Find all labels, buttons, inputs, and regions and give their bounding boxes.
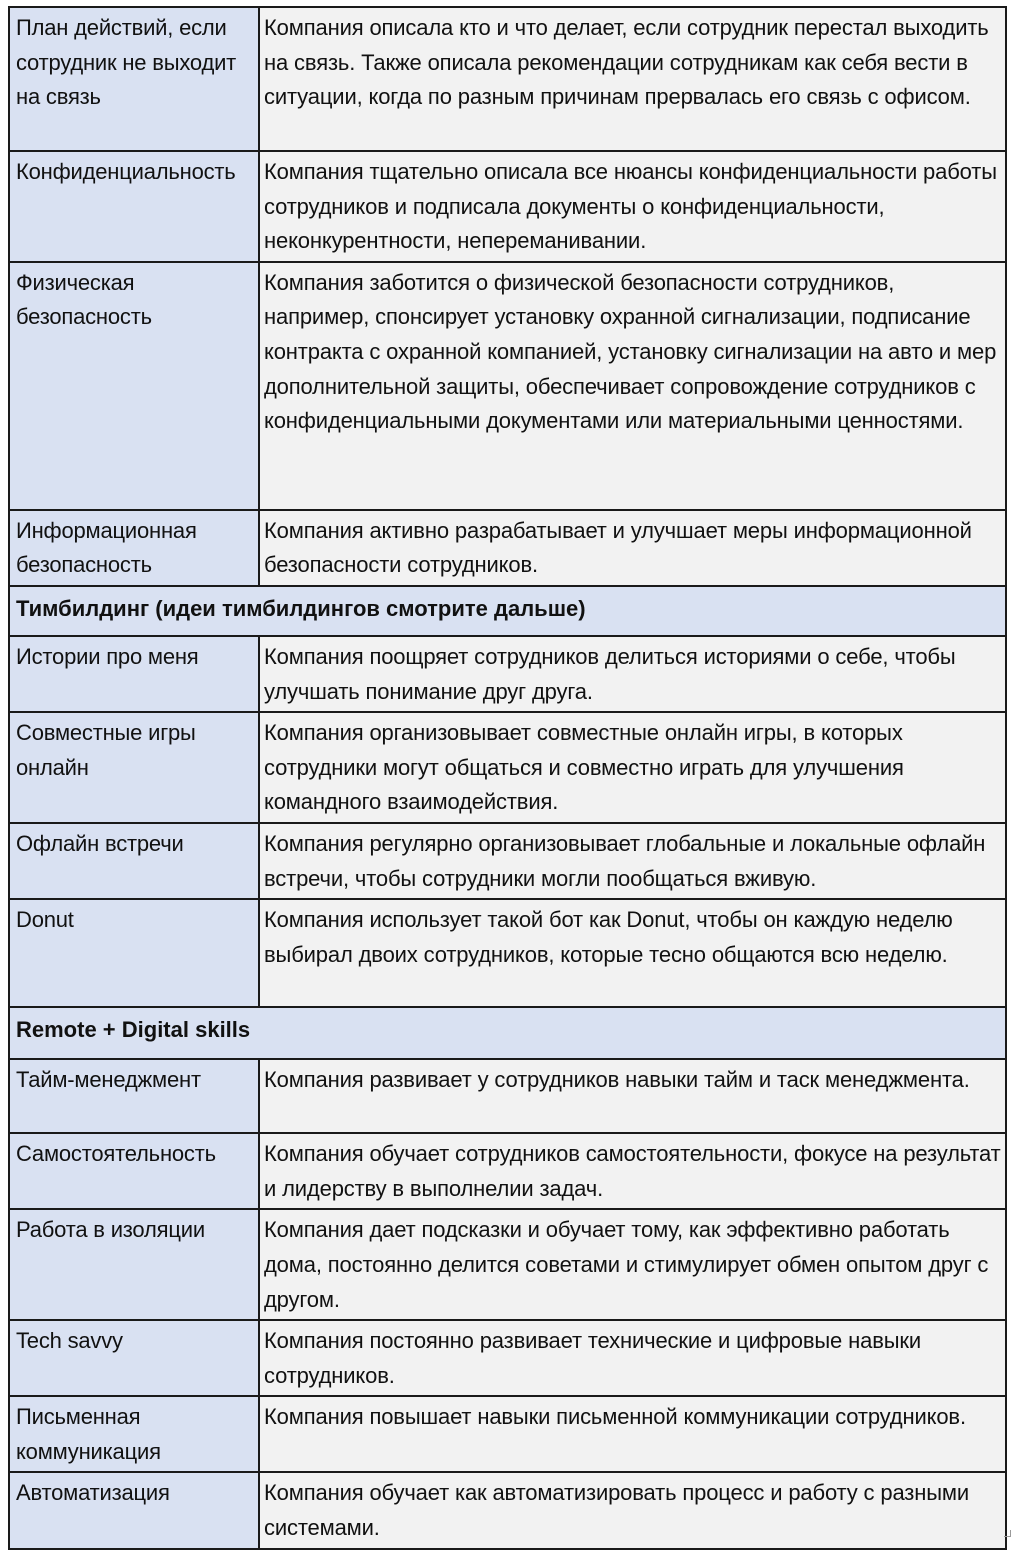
row-description: Компания тщательно описала все нюансы конфиденциальности работы сотрудников и подписала документы о конфиденциальности, неконкурентности, непереманивании. xyxy=(259,151,1006,262)
table-row xyxy=(9,899,1006,1007)
row-label: Офлайн встречи xyxy=(9,823,259,899)
row-label: Совместные игры онлайн xyxy=(9,712,259,823)
row-description: Компания дает подсказки и обучает тому, как эффективно работать дома, постоянно делится советами и стимулирует обмен опытом друг с другом. xyxy=(259,1209,1006,1320)
row-label: Donut xyxy=(9,899,259,1007)
table-row xyxy=(9,1133,1006,1209)
row-description: Компания обучает сотрудников самостоятельности, фокусе на результат и лидерству в выполнелии задач. xyxy=(259,1133,1006,1209)
row-description: Компания организовывает совместные онлайн игры, в которых сотрудники могут общаться и совместно играть для улучшения командного взаимодействия. xyxy=(259,712,1006,823)
table-row xyxy=(9,262,1006,510)
table-row xyxy=(9,1320,1006,1396)
row-description: Компания обучает как автоматизировать процесс и работу с разными системами. xyxy=(259,1472,1006,1548)
section-title: Тимбилдинг (идеи тимбилдингов смотрите дальше) xyxy=(9,586,1006,636)
row-label: Самостоятельность xyxy=(9,1133,259,1209)
table-row xyxy=(9,1209,1006,1320)
row-label: Автоматизация xyxy=(9,1472,259,1548)
row-label: Истории про меня xyxy=(9,636,259,712)
row-description: Компания постоянно развивает технические и цифровые навыки сотрудников. xyxy=(259,1320,1006,1396)
row-label: Информационная безопасность xyxy=(9,510,259,586)
row-description: Компания использует такой бот как Donut, чтобы он каждую неделю выбирал двоих сотрудников, которые тесно общаются всю неделю. xyxy=(259,899,1006,1007)
section-header-row xyxy=(9,1007,1006,1059)
row-description: Компания поощряет сотрудников делиться историями о себе, чтобы улучшать понимание друг друга. xyxy=(259,636,1006,712)
table-row xyxy=(9,636,1006,712)
table-row xyxy=(9,151,1006,262)
table-row xyxy=(9,510,1006,586)
table-row xyxy=(9,712,1006,823)
table-row xyxy=(9,1396,1006,1472)
row-label: Письменная коммуникация xyxy=(9,1396,259,1472)
table-row xyxy=(9,1059,1006,1133)
row-description: Компания регулярно организовывает глобальные и локальные офлайн встречи, чтобы сотрудники могли пообщаться вживую. xyxy=(259,823,1006,899)
section-header-row xyxy=(9,586,1006,636)
table-row xyxy=(9,823,1006,899)
practices-table xyxy=(8,6,1007,1550)
row-label: Конфиденциальность xyxy=(9,151,259,262)
section-title: Remote + Digital skills xyxy=(9,1007,1006,1059)
row-label: Tech savvy xyxy=(9,1320,259,1396)
table-row xyxy=(9,1472,1006,1548)
row-label: План действий, если сотрудник не выходит на связь xyxy=(9,7,259,151)
row-description: Компания активно разрабатывает и улучшает меры информационной безопасности сотрудников. xyxy=(259,510,1006,586)
row-label: Физическая безопасность xyxy=(9,262,259,510)
row-description: Компания заботится о физической безопасности сотрудников, например, спонсирует установку охранной сигнализации, подписание контракта с охранной компанией, установку сигнализации на авто и мер дополнительной защиты, обеспечивает сопровождение сотрудников с конфиденциальными документами или материальными ценностями. xyxy=(259,262,1006,510)
row-label: Работа в изоляции xyxy=(9,1209,259,1320)
row-label: Тайм-менеджмент xyxy=(9,1059,259,1133)
row-description: Компания описала кто и что делает, если сотрудник перестал выходить на связь. Также описала рекомендации сотрудникам как себя вести в ситуации, когда по разным причинам прервалась его связь с офисом. xyxy=(259,7,1006,151)
row-description: Компания развивает у сотрудников навыки тайм и таск менеджмента. xyxy=(259,1059,1006,1133)
row-description: Компания повышает навыки письменной коммуникации сотрудников. xyxy=(259,1396,1006,1472)
table-row xyxy=(9,7,1006,151)
resize-corner-mark xyxy=(1004,1530,1011,1537)
